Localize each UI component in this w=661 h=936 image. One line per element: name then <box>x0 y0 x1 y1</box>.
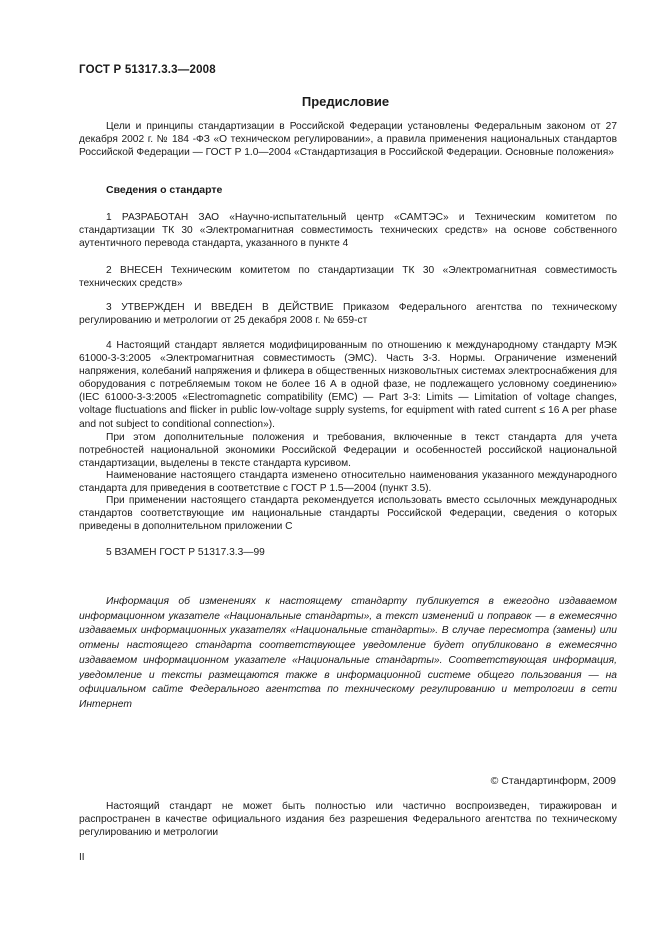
item-4-title-change: Наименование настоящего стандарта изменено относительно наименования указанного международного стандарта для приведения в соответствие с ГОСТ Р 1.5—2004 (пункт 3.5). <box>79 470 617 495</box>
item-1-developed-by: 1 РАЗРАБОТАН ЗАО «Научно-испытательный центр «САМТЭС» и Техническим комитетом по стандартизации ТК 30 «Электромагнитная совместимость технических средств» на основе собственного аутентичного перевода стандарта, указанного в пункте 4 <box>79 212 617 250</box>
item-3-approved: 3 УТВЕРЖДЕН И ВВЕДЕН В ДЕЙСТВИЕ Приказом Федерального агентства по техническому регулированию и метрологии от 25 декабря 2008 г. № 659-ст <box>79 302 617 327</box>
intro-paragraph: Цели и принципы стандартизации в Российской Федерации установлены Федеральным законом от 27 декабря 2002 г. № 184 -ФЗ «О техническом регулировании», а правила применения национальных стандартов Российской Федерации — ГОСТ Р 1.0—2004 «Стандартизация в Российской Федерации. Основные положения» <box>79 121 617 159</box>
item-4-modification: 4 Настоящий стандарт является модифицированным по отношению к международному стандарту МЭК 61000-3-3:2005 «Электромагнитная совместимость (ЭМС). Часть 3-3. Нормы. Ограничение изменений напряжения, колебаний напряжения и фликера в общественных низковольтных системах электроснабжения для оборудования с потребляемым током не более 16 А в одной фазе, не подлежащего условному соединению» (IEC 61000-3-3:2005 «Electromagnetic compatibility (EMC) — Part 3-3: Limits — Limitation of voltage changes, voltage fluctuations and flicker in public low-voltage supply systems, for equipment with rated current ≤ 16 A per phase and not subject to conditional connection»). <box>79 340 617 430</box>
item-4-references: При применении настоящего стандарта рекомендуется использовать вместо ссылочных международных стандартов соответствующие им национальные стандарты Российской Федерации, сведения о которых приведены в дополнительном приложении С <box>79 495 617 533</box>
page-number: II <box>79 852 85 863</box>
item-4-additional-provisions: При этом дополнительные положения и требования, включенные в текст стандарта для учета потребностей национальной экономики Российской Федерации и особенностей российской национальной стандартизации, выделены в тексте стандарта курсивом. <box>79 432 617 470</box>
item-2-submitted-by: 2 ВНЕСЕН Техническим комитетом по стандартизации ТК 30 «Электромагнитная совместимость технических средств» <box>79 265 617 290</box>
section-heading: Сведения о стандарте <box>106 184 223 196</box>
document-id: ГОСТ Р 51317.3.3—2008 <box>79 64 216 76</box>
changes-notice: Информация об изменениях к настоящему стандарту публикуется в ежегодно издаваемом информационном указателе «Национальные стандарты», а текст изменений и поправок — в ежемесячно издаваемых информационных указателях «Национальные стандарты». В случае пересмотра (замены) или отмены настоящего стандарта соответствующее уведомление будет опубликовано в ежемесячно издаваемом информационном указателе «Национальные стандарты». Соответствующая информация, уведомление и тексты размещаются также в информационной системе общего пользования — на официальном сайте Федерального агентства по техническому регулированию и метрологии в сети Интернет <box>79 596 617 710</box>
page-title: Предисловие <box>301 94 390 109</box>
item-5-replaces: 5 ВЗАМЕН ГОСТ Р 51317.3.3—99 <box>106 547 265 558</box>
copyright: © Стандартинформ, 2009 <box>490 775 616 787</box>
reproduction-notice: Настоящий стандарт не может быть полностью или частично воспроизведен, тиражирован и распространен в качестве официального издания без разрешения Федерального агентства по техническому регулированию и метрологии <box>79 801 617 839</box>
